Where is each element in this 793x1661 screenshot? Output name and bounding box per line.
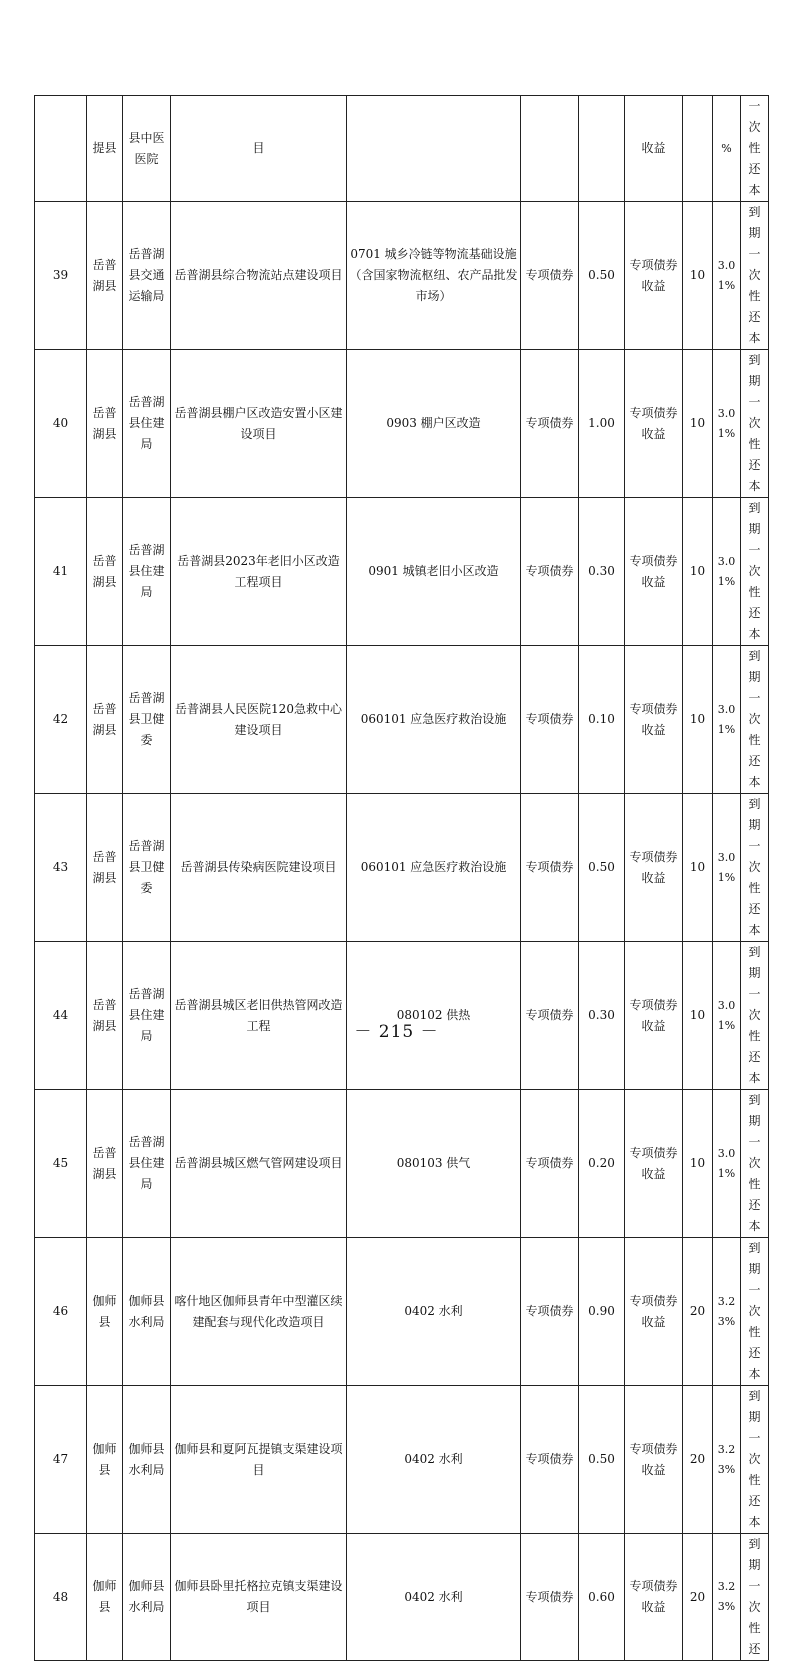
cell-rate: 3.01% [713,1090,741,1238]
cell-term: 10 [683,646,713,794]
cell-category: 0903 棚户区改造 [347,350,521,498]
cell-repayment-method: 到期一次性还 [741,1534,769,1661]
cell-category: 060101 应急医疗救治设施 [347,646,521,794]
cell-bond-type: 专项债券 [521,1386,579,1534]
cell-term: 10 [683,202,713,350]
cell-repayment-method: 到期一次性还本 [741,1238,769,1386]
cell-amount [579,96,625,202]
cell-repayment-method: 到期一次性还本 [741,1386,769,1534]
cell-repayment-method: 到期一次性还本 [741,350,769,498]
cell-rate: 3.01% [713,202,741,350]
cell-amount: 0.20 [579,1090,625,1238]
table-row [35,350,769,498]
cell-unit: 岳普湖县住建局 [123,1090,171,1238]
cell-county: 伽师县 [87,1534,123,1661]
cell-bond-type: 专项债券 [521,942,579,1090]
table-row [35,794,769,942]
cell-term: 10 [683,794,713,942]
cell-category: 0901 城镇老旧小区改造 [347,498,521,646]
cell-rate: 3.23% [713,1238,741,1386]
cell-category: 080103 供气 [347,1090,521,1238]
table-row [35,1238,769,1386]
cell-repayment-source: 专项债券收益 [625,794,683,942]
cell-project: 岳普湖县城区老旧供热管网改造工程 [171,942,347,1090]
table-row [35,202,769,350]
cell-unit: 岳普湖县交通运输局 [123,202,171,350]
cell-no: 39 [35,202,87,350]
cell-no: 48 [35,1534,87,1661]
cell-no: 47 [35,1386,87,1534]
cell-term: 20 [683,1386,713,1534]
cell-term: 20 [683,1238,713,1386]
cell-no: 46 [35,1238,87,1386]
cell-category: 0402 水利 [347,1386,521,1534]
cell-repayment-source: 专项债券收益 [625,942,683,1090]
cell-county: 岳普湖县 [87,794,123,942]
cell-amount: 1.00 [579,350,625,498]
cell-bond-type: 专项债券 [521,1238,579,1386]
cell-category [347,96,521,202]
cell-no: 42 [35,646,87,794]
cell-amount: 0.50 [579,794,625,942]
cell-no: 40 [35,350,87,498]
cell-project: 喀什地区伽师县青年中型灌区续建配套与现代化改造项目 [171,1238,347,1386]
cell-amount: 0.90 [579,1238,625,1386]
bond-project-table [34,95,769,1661]
cell-term: 10 [683,942,713,1090]
cell-repayment-method: 到期一次性还本 [741,498,769,646]
cell-repayment-method: 一次性还本 [741,96,769,202]
cell-term [683,96,713,202]
cell-county: 岳普湖县 [87,942,123,1090]
cell-rate: 3.01% [713,794,741,942]
cell-term: 20 [683,1534,713,1661]
cell-rate: 3.23% [713,1386,741,1534]
table-row [35,1090,769,1238]
cell-repayment-source: 专项债券收益 [625,498,683,646]
cell-project: 伽师县和夏阿瓦提镇支渠建设项目 [171,1386,347,1534]
continuation-row [35,96,769,202]
page-number: － 215 － [354,1022,439,1042]
cell-no: 44 [35,942,87,1090]
cell-rate: 3.01% [713,942,741,1090]
cell-no: 41 [35,498,87,646]
cell-county: 岳普湖县 [87,646,123,794]
cell-county: 提县 [87,96,123,202]
cell-county: 伽师县 [87,1386,123,1534]
cell-unit: 岳普湖县卫健委 [123,646,171,794]
cell-project: 岳普湖县棚户区改造安置小区建设项目 [171,350,347,498]
cell-county: 岳普湖县 [87,202,123,350]
cell-no [35,96,87,202]
cell-category: 060101 应急医疗救治设施 [347,794,521,942]
table-row [35,498,769,646]
cell-rate: 3.01% [713,350,741,498]
cell-repayment-method: 到期一次性还本 [741,1090,769,1238]
cell-project: 岳普湖县人民医院120急救中心建设项目 [171,646,347,794]
cell-amount: 0.50 [579,1386,625,1534]
cell-term: 10 [683,350,713,498]
cell-amount: 0.30 [579,942,625,1090]
cell-rate: 3.01% [713,498,741,646]
cell-amount: 0.50 [579,202,625,350]
cell-amount: 0.30 [579,498,625,646]
cell-term: 10 [683,1090,713,1238]
cell-bond-type: 专项债券 [521,350,579,498]
cell-bond-type: 专项债券 [521,1090,579,1238]
cell-amount: 0.10 [579,646,625,794]
cell-no: 43 [35,794,87,942]
cell-unit: 岳普湖县住建局 [123,350,171,498]
cell-term: 10 [683,498,713,646]
cell-unit: 岳普湖县卫健委 [123,794,171,942]
cell-category: 0402 水利 [347,1238,521,1386]
cell-category: 0402 水利 [347,1534,521,1661]
cell-repayment-source: 专项债券收益 [625,1238,683,1386]
table-row [35,1386,769,1534]
table-row [35,1534,769,1661]
cell-bond-type [521,96,579,202]
cell-rate: % [713,96,741,202]
cell-unit: 岳普湖县住建局 [123,942,171,1090]
cell-no: 45 [35,1090,87,1238]
cell-unit: 伽师县水利局 [123,1238,171,1386]
cell-project: 岳普湖县城区燃气管网建设项目 [171,1090,347,1238]
cell-county: 岳普湖县 [87,498,123,646]
cell-unit: 伽师县水利局 [123,1386,171,1534]
cell-project: 目 [171,96,347,202]
cell-bond-type: 专项债券 [521,498,579,646]
cell-unit: 伽师县水利局 [123,1534,171,1661]
cell-county: 伽师县 [87,1238,123,1386]
cell-project: 岳普湖县2023年老旧小区改造工程项目 [171,498,347,646]
cell-rate: 3.23% [713,1534,741,1661]
cell-repayment-source: 专项债券收益 [625,350,683,498]
cell-category: 0701 城乡冷链等物流基础设施（含国家物流枢纽、农产品批发市场） [347,202,521,350]
cell-repayment-source: 专项债券收益 [625,202,683,350]
cell-bond-type: 专项债券 [521,1534,579,1661]
cell-unit: 岳普湖县住建局 [123,498,171,646]
cell-unit: 县中医医院 [123,96,171,202]
cell-category: 080102 供热 [347,942,521,1090]
cell-repayment-method: 到期一次性还本 [741,942,769,1090]
table-row [35,942,769,1090]
cell-bond-type: 专项债券 [521,646,579,794]
cell-county: 岳普湖县 [87,1090,123,1238]
cell-project: 岳普湖县传染病医院建设项目 [171,794,347,942]
cell-repayment-method: 到期一次性还本 [741,646,769,794]
cell-repayment-source: 收益 [625,96,683,202]
cell-county: 岳普湖县 [87,350,123,498]
cell-amount: 0.60 [579,1534,625,1661]
table-row [35,646,769,794]
cell-project: 岳普湖县综合物流站点建设项目 [171,202,347,350]
cell-rate: 3.01% [713,646,741,794]
cell-repayment-method: 到期一次性还本 [741,794,769,942]
cell-repayment-source: 专项债券收益 [625,1534,683,1661]
cell-project: 伽师县卧里托格拉克镇支渠建设项目 [171,1534,347,1661]
cell-repayment-source: 专项债券收益 [625,1090,683,1238]
cell-repayment-method: 到期一次性还本 [741,202,769,350]
cell-repayment-source: 专项债券收益 [625,646,683,794]
cell-repayment-source: 专项债券收益 [625,1386,683,1534]
cell-bond-type: 专项债券 [521,202,579,350]
cell-bond-type: 专项债券 [521,794,579,942]
